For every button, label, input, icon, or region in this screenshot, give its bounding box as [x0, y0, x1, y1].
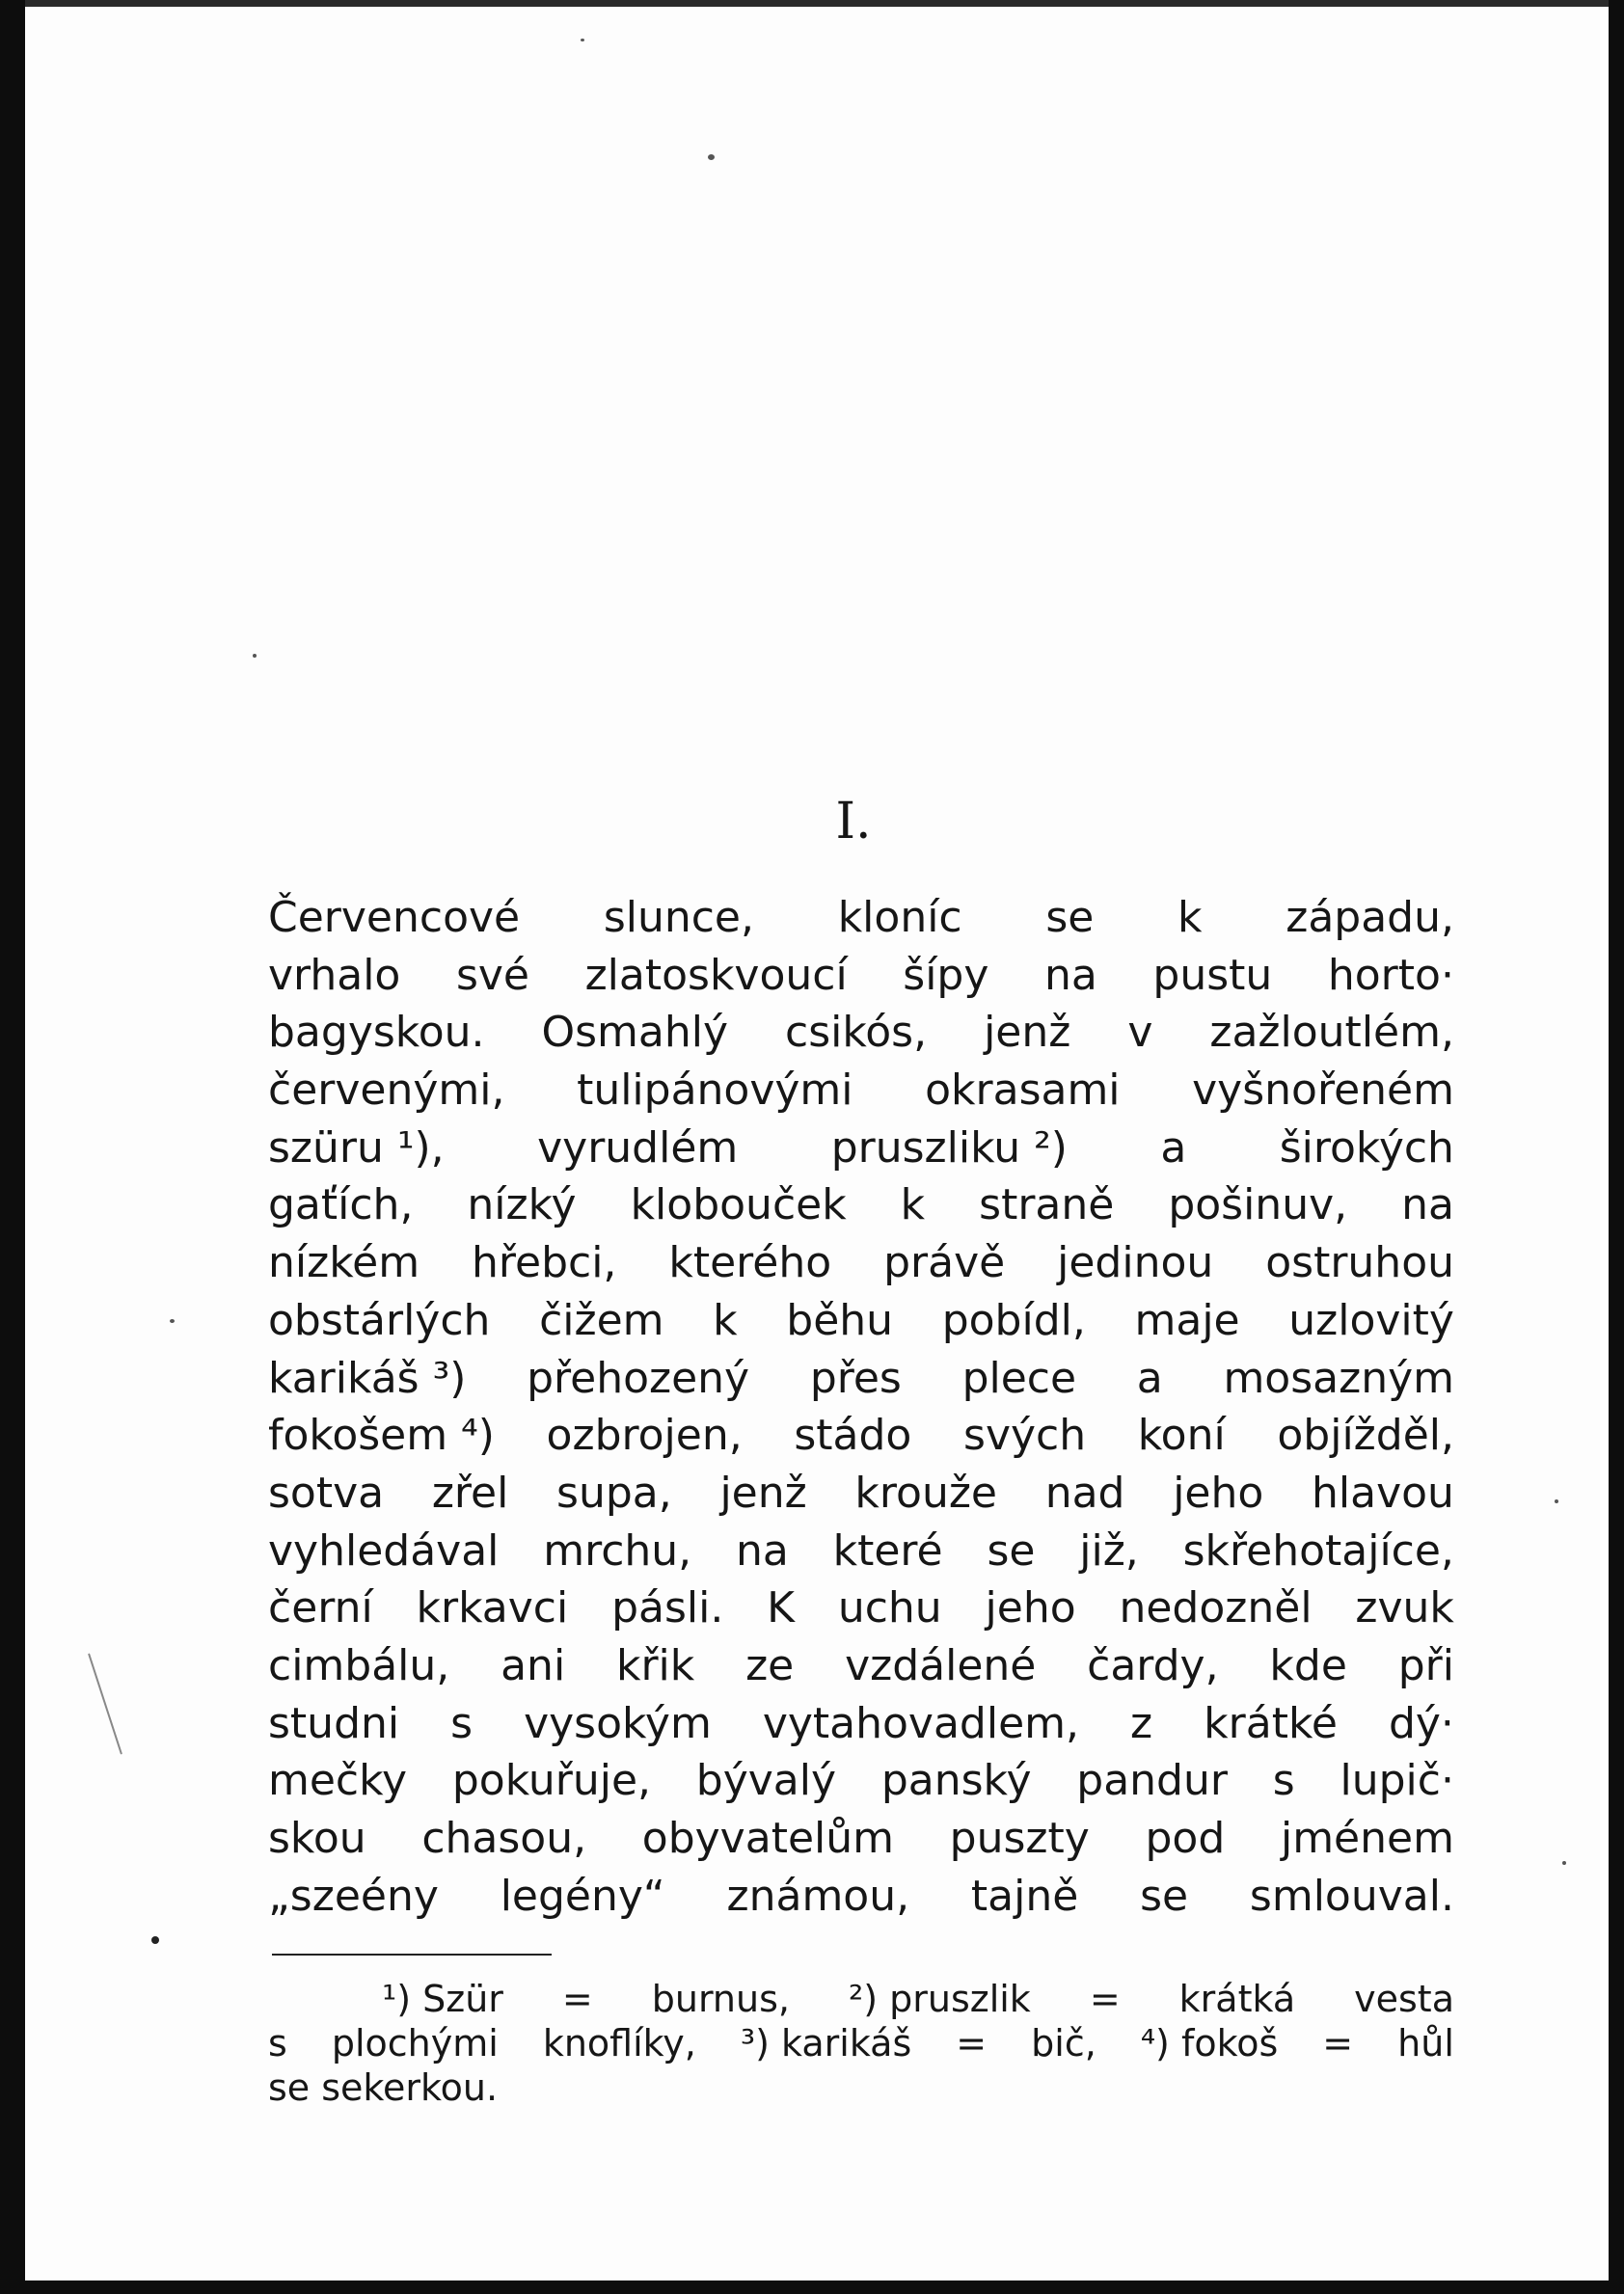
word: červenými, [268, 1066, 505, 1116]
footnote-word: sekerkou. [321, 2066, 499, 2109]
word: přes [809, 1353, 902, 1403]
word: a [1160, 1122, 1187, 1173]
word: hlavou [1312, 1468, 1454, 1518]
word: kterého [668, 1238, 832, 1288]
text-line [268, 1752, 1454, 1810]
word: a [1136, 1353, 1163, 1403]
scan-speck [708, 154, 715, 160]
text-line [268, 1810, 1454, 1868]
word: krátké [1204, 1698, 1338, 1748]
word: s [1272, 1756, 1295, 1806]
word: gaťích, [268, 1180, 414, 1230]
word: mosazným [1223, 1353, 1454, 1403]
scan-speck [151, 1936, 159, 1944]
text-line [268, 1868, 1454, 1926]
footnote-word: ⁴) fokoš [1140, 2022, 1279, 2065]
word: panský [880, 1756, 1032, 1806]
word: okrasami [925, 1066, 1121, 1116]
word: cimbálu, [268, 1640, 450, 1690]
word: objížděl, [1277, 1411, 1454, 1461]
chapter-heading: I. [835, 793, 872, 850]
footnote-separator-rule [272, 1954, 552, 1956]
word: bagyskou. [268, 1008, 485, 1058]
text-line [268, 1234, 1454, 1292]
word: na [1401, 1180, 1454, 1230]
footnote-word: krátká [1178, 1978, 1296, 2020]
word: pásli. [611, 1583, 724, 1633]
scan-speck [1555, 1499, 1558, 1503]
word: jedinou [1057, 1238, 1214, 1288]
word: jenž [984, 1008, 1071, 1058]
text-line [268, 1292, 1454, 1350]
word: s [450, 1698, 474, 1748]
text-line [268, 1579, 1454, 1637]
scan-speck [170, 1319, 175, 1323]
word: přehozený [527, 1353, 750, 1403]
text-line [268, 1004, 1454, 1062]
word: hřebci, [472, 1238, 617, 1288]
footnote-word: ³) karikáš [740, 2022, 912, 2065]
word: karikáš ³) [268, 1353, 467, 1403]
word: jeho [985, 1583, 1076, 1633]
text-line [268, 947, 1454, 1005]
text-line [268, 1407, 1454, 1465]
word: puszty [949, 1814, 1090, 1863]
word: klobouček [630, 1180, 847, 1230]
word: pokuřuje, [451, 1756, 651, 1806]
word: krouže [854, 1468, 997, 1518]
word: kloníc [837, 893, 962, 942]
word: skřehotajíce, [1182, 1525, 1454, 1576]
footnote-word: plochými [331, 2022, 499, 2065]
word: čižem [539, 1295, 664, 1345]
word: ze [745, 1640, 795, 1690]
footnote-word: bič, [1031, 2022, 1096, 2065]
scan-edge-left [0, 0, 25, 2294]
scan-edge-bottom [0, 2281, 1624, 2294]
word: zřel [431, 1468, 509, 1518]
word: vrhalo [268, 950, 401, 1000]
word: zažloutlém, [1209, 1008, 1454, 1058]
word: straně [979, 1180, 1115, 1230]
word: skou [268, 1814, 366, 1863]
scan-edge-right [1609, 0, 1624, 2294]
word: maje [1134, 1295, 1240, 1345]
word: ostruhou [1265, 1238, 1454, 1288]
word: na [735, 1525, 789, 1576]
word: stádo [794, 1411, 912, 1461]
word: k [713, 1295, 738, 1345]
word: „szeény [268, 1871, 439, 1921]
word: nízkém [268, 1238, 420, 1288]
footnote-word: ¹) Szür [382, 1978, 503, 2020]
word: černí [268, 1583, 373, 1633]
word: uchu [837, 1583, 942, 1633]
scan-scratch [88, 1653, 122, 1754]
word: širokých [1279, 1122, 1454, 1173]
word: dý· [1388, 1698, 1454, 1748]
word: vytahovadlem, [762, 1698, 1080, 1748]
word: mrchu, [543, 1525, 692, 1576]
word: tulipánovými [577, 1066, 853, 1116]
word: slunce, [603, 893, 754, 942]
word: v [1127, 1008, 1153, 1058]
word: tajně [970, 1871, 1079, 1921]
word: sotva [268, 1468, 385, 1518]
text-line [268, 1523, 1454, 1580]
word: jeho [1173, 1468, 1264, 1518]
word: studni [268, 1698, 400, 1748]
word: chasou, [421, 1814, 587, 1863]
word: k [1177, 893, 1203, 942]
text-line [268, 1350, 1454, 1408]
word: smlouval. [1249, 1871, 1454, 1921]
word: ani [501, 1640, 566, 1690]
footnote-word: s [268, 2022, 287, 2065]
word: lupič· [1340, 1756, 1454, 1806]
chapter-body-text [268, 889, 1454, 1925]
scan-edge-top [0, 0, 1624, 7]
word: vyrudlém [537, 1122, 739, 1173]
word: obstárlých [268, 1295, 491, 1345]
word: fokošem ⁴) [268, 1411, 495, 1461]
word: na [1043, 950, 1097, 1000]
word: jménem [1280, 1814, 1454, 1863]
text-line [268, 1062, 1454, 1120]
word: pobídl, [941, 1295, 1086, 1345]
footnote-line [268, 2021, 1454, 2065]
word: uzlovitý [1288, 1295, 1454, 1345]
word: nad [1044, 1468, 1125, 1518]
word: pandur [1076, 1756, 1228, 1806]
word: zlatoskvoucí [584, 950, 848, 1000]
word: nedozněl [1119, 1583, 1313, 1633]
word: K [767, 1583, 796, 1633]
word: kde [1269, 1640, 1347, 1690]
word: zvuk [1355, 1583, 1454, 1633]
word: známou, [726, 1871, 910, 1921]
word: běhu [786, 1295, 894, 1345]
footnote-word: knoflíky, [542, 2022, 696, 2065]
footnote-word: hůl [1397, 2022, 1454, 2065]
footnote-word: = [1089, 1978, 1121, 2020]
word: pustu [1152, 950, 1273, 1000]
footnote-word: se [268, 2066, 311, 2109]
word: ozbrojen, [546, 1411, 743, 1461]
word: svých [963, 1411, 1087, 1461]
footnote-word: vesta [1354, 1978, 1454, 2020]
text-line [268, 889, 1454, 947]
word: krkavci [416, 1583, 569, 1633]
word: supa, [556, 1468, 672, 1518]
text-line [268, 1465, 1454, 1523]
word: z [1130, 1698, 1153, 1748]
word: již, [1079, 1525, 1139, 1576]
text-line [268, 1637, 1454, 1695]
word: vysokým [524, 1698, 712, 1748]
word: se [987, 1525, 1036, 1576]
word: koní [1137, 1411, 1226, 1461]
text-line [268, 1176, 1454, 1234]
word: vzdálené [845, 1640, 1037, 1690]
word: bývalý [695, 1756, 837, 1806]
word: pošinuv, [1168, 1180, 1348, 1230]
word: szüru ¹), [268, 1122, 445, 1173]
footnotes-block [268, 1977, 1454, 2110]
word: vyhledával [268, 1525, 500, 1576]
word: právě [883, 1238, 1006, 1288]
footnote-line [268, 2065, 1454, 2110]
word: pruszliku ²) [830, 1122, 1068, 1173]
word: Osmahlý [541, 1008, 729, 1058]
word: vyšnořeném [1192, 1066, 1454, 1116]
word: plece [961, 1353, 1077, 1403]
footnote-word: ²) pruszlik [848, 1978, 1031, 2020]
word: csikós, [785, 1008, 928, 1058]
scan-speck [1562, 1861, 1566, 1865]
scan-speck [253, 654, 257, 658]
text-line [268, 1695, 1454, 1753]
word: křik [615, 1640, 695, 1690]
word: mečky [268, 1756, 408, 1806]
text-line [268, 1120, 1454, 1177]
word: nízký [467, 1180, 577, 1230]
word: Červencové [268, 893, 521, 942]
word: se [1045, 893, 1095, 942]
word: šípy [903, 950, 989, 1000]
word: při [1397, 1640, 1454, 1690]
footnote-word: burnus, [651, 1978, 790, 2020]
word: jenž [719, 1468, 807, 1518]
footnote-word: = [956, 2022, 988, 2065]
footnote-line [268, 1977, 1454, 2021]
footnote-word: = [561, 1978, 593, 2020]
word: čardy, [1087, 1640, 1219, 1690]
word: západu, [1286, 893, 1454, 942]
word: své [455, 950, 529, 1000]
word: které [832, 1525, 943, 1576]
scan-speck [581, 39, 584, 41]
word: legény“ [500, 1871, 665, 1921]
word: k [900, 1180, 926, 1230]
word: horto· [1327, 950, 1454, 1000]
word: se [1140, 1871, 1189, 1921]
footnote-word: = [1322, 2022, 1354, 2065]
word: obyvatelům [641, 1814, 894, 1863]
word: pod [1145, 1814, 1226, 1863]
